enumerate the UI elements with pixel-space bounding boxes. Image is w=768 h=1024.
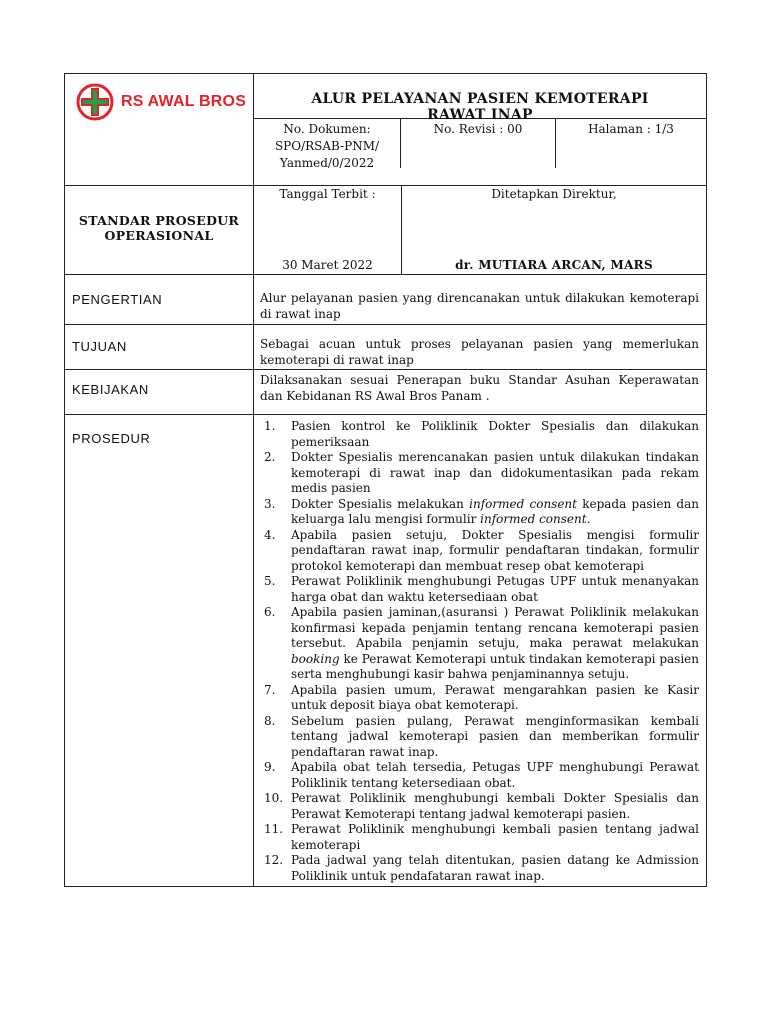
pengertian-label: PENGERTIAN (72, 292, 163, 307)
direktur-name: dr. MUTIARA ARCAN, MARS (455, 258, 653, 272)
step-number: 9. (264, 760, 276, 774)
step-text: Apabila pasien setuju, Dokter Spesialis mengisi formulir pendaftaran rawat inap, formulir pendaftaran tindakan, formulir protokol kemoterapi dan membuat resep obat kemoterapi (291, 527, 699, 573)
no-dokumen-value-1: SPO/RSAB-PNM/ (274, 139, 380, 153)
step-text-part: . (586, 512, 591, 526)
procedure-step (260, 528, 699, 575)
step-text: Sebelum pasien pulang, Perawat menginformasikan kembali tentang jadwal kemoterapi pasien dan memberikan formulir pendaftaran rawat inap. (291, 713, 699, 759)
step-text: Perawat Poliklinik menghubungi kembali Dokter Spesialis dan Perawat Kemoterapi tentang jadwal kemoterapi pasien. (291, 791, 699, 821)
kebijakan-text-cell (254, 370, 707, 415)
procedure-step (260, 791, 699, 822)
procedure-step (260, 760, 699, 791)
hospital-logo (75, 82, 246, 122)
step-text-part: ke Perawat Kemoterapi untuk tindakan kemoterapi pasien serta menghubungi kasir bahwa penjaminannya setuju. (291, 651, 699, 681)
no-revisi: No. Revisi : 00 (401, 119, 556, 168)
procedure-step (260, 822, 699, 853)
sop-document-table (64, 73, 707, 887)
tujuan-text-cell (254, 325, 707, 370)
procedure-step (260, 714, 699, 761)
kebijakan-label-cell (65, 370, 254, 415)
procedure-step (260, 605, 699, 683)
step-text (291, 605, 699, 683)
step-text: Perawat Poliklinik menghubungi kembali pasien tentang jadwal kemoterapi (291, 822, 699, 852)
no-dokumen-value-2: Yanmed/0/2022 (279, 156, 375, 170)
logo-text: RS AWAL BROS (121, 93, 247, 110)
tanggal-terbit (254, 186, 402, 274)
approval-row (254, 186, 706, 274)
title-cell (254, 74, 707, 186)
step-text: Perawat Poliklinik menghubungi Petugas UPF untuk menanyakan harga obat dan waktu ketersediaan obat (291, 574, 699, 604)
step-number: 3. (264, 496, 276, 511)
step-number: 8. (264, 713, 276, 728)
step-number: 12. (264, 853, 284, 867)
step-number: 4. (264, 527, 276, 542)
title-line-1: ALUR PELAYANAN PASIEN KEMOTERAPI (311, 91, 649, 107)
step-text-part: kepada pasien dan keluarga lalu mengisi formulir (291, 496, 699, 526)
step-text: Pada jadwal yang telah ditentukan, pasien datang ke Admission Poliklinik untuk pendafataran rawat inap. (291, 853, 699, 883)
approval-cell (254, 186, 707, 275)
red-cross-logo-icon (75, 82, 115, 122)
step-text: Dokter Spesialis merencanakan pasien untuk dilakukan tindakan kemoterapi di rawat inap dan didokumentasikan pada rekam medis pasien (291, 450, 699, 495)
ditetapkan-label: Ditetapkan Direktur, (491, 187, 617, 201)
pengertian-text: Alur pelayanan pasien yang direncanakan untuk dilakukan kemoterapi di rawat inap (260, 291, 699, 321)
step-number: 1. (264, 419, 276, 433)
prosedur-list-cell (254, 415, 707, 887)
logo-cell (65, 74, 254, 186)
procedure-step (260, 419, 699, 450)
procedure-step (260, 853, 699, 884)
procedure-step (260, 574, 699, 605)
step-text-emphasis: informed consent (480, 512, 587, 526)
procedure-step (260, 497, 699, 528)
step-number: 2. (264, 450, 276, 464)
step-text-part: Dokter Spesialis melakukan (291, 496, 470, 511)
step-number: 11. (264, 822, 284, 836)
sop-label-cell (65, 186, 254, 275)
halaman: Halaman : 1/3 (588, 122, 674, 136)
no-dokumen (254, 119, 401, 168)
sop-label (65, 186, 253, 243)
document-meta-row (254, 118, 706, 168)
step-text-part: Apabila pasien jaminan,(asuransi ) Perawat Poliklinik melakukan konfirmasi kepada penjamin tentang rencana kemoterapi pasien tersebut. Apabila penjamin setuju, maka perawat melakukan (291, 605, 699, 650)
tujuan-label-cell (65, 325, 254, 370)
title-line-2: RAWAT INAP (427, 107, 533, 123)
step-number: 6. (264, 605, 276, 619)
kebijakan-label: KEBIJAKAN (72, 382, 149, 397)
sop-label-line-1: STANDAR PROSEDUR (78, 213, 240, 228)
step-text: Apabila obat telah tersedia, Petugas UPF menghubungi Perawat Poliklinik tentang ketersediaan obat. (291, 760, 699, 790)
procedure-step (260, 450, 699, 497)
prosedur-label: PROSEDUR (72, 431, 151, 446)
step-text-emphasis: booking (291, 651, 340, 666)
document-title (254, 74, 706, 123)
tanggal-terbit-value: 30 Maret 2022 (282, 258, 373, 272)
kebijakan-text: Dilaksanakan sesuai Penerapan buku Standar Asuhan Keperawatan dan Kebidanan RS Awal Bros Panam . (260, 373, 699, 403)
step-text: Apabila pasien umum, Perawat mengarahkan pasien ke Kasir untuk deposit biaya obat kemoterapi. (291, 682, 699, 712)
step-number: 7. (264, 682, 276, 697)
ditetapkan (402, 186, 706, 274)
tujuan-label: TUJUAN (72, 339, 127, 354)
procedure-list (254, 419, 706, 884)
pengertian-text-cell (254, 275, 707, 325)
step-text: Pasien kontrol ke Poliklinik Dokter Spesialis dan dilakukan pemeriksaan (291, 419, 699, 449)
no-dokumen-label: No. Dokumen: (283, 122, 371, 136)
tujuan-text: Sebagai acuan untuk proses pelayanan pasien yang memerlukan kemoterapi di rawat inap (260, 337, 699, 367)
sop-label-line-2: OPERASIONAL (104, 228, 214, 243)
step-number: 10. (264, 791, 284, 805)
step-number: 5. (264, 574, 276, 588)
step-text-emphasis: informed consent (469, 496, 577, 511)
tanggal-terbit-label: Tanggal Terbit : (279, 187, 376, 201)
procedure-step (260, 683, 699, 714)
prosedur-label-cell (65, 415, 254, 887)
pengertian-label-cell (65, 275, 254, 325)
step-text (291, 497, 699, 528)
